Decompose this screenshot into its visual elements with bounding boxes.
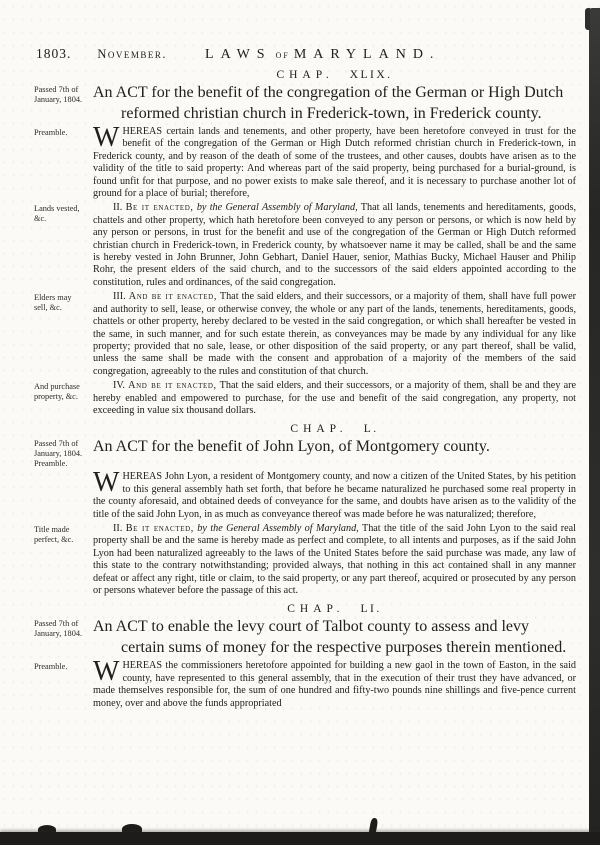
chapter-49-heading bbox=[93, 69, 576, 81]
section-2-ch49 bbox=[93, 202, 576, 289]
session-month: November. bbox=[97, 47, 168, 61]
section-2-body-ch50: That the title of the said John Lyon to the said real property shall be and the same is hereby made as perfect and complete, to all intents and purposes, as if the said John Lyon had been naturalized agreeably to the laws of the United States before the said purchase was made, any law of this state to the contrary notwithstanding; provided always, that nothing in this act contained shall in any manner defeat or affect any right, title or claim, to the said property, or any part thereof, acquired or prosecuted by any person or persons whatever before the passage of this act. bbox=[93, 522, 577, 596]
preamble-ch50 bbox=[93, 467, 576, 521]
margin-note-elders-may-sell-ch49: Elders may sell, &c. bbox=[34, 293, 72, 313]
dropcap-w-ch51: W bbox=[93, 656, 120, 688]
act-49-section-3-row bbox=[0, 289, 600, 378]
act-50-title-row bbox=[0, 435, 600, 469]
section-3-body-ch49: That the said elders, and their successors, or a majority of them, shall have full power and authority to sell, lease, or otherwise convey, the whole or any part of the lands, tenements, hereditaments, goods, chattels or other property, hereby declared to be vested in the said congregation, or which shall hereafter be vested in the same, in such manner, and for such estate therein, as conveyances may be made by any individual for any like property; provided that no sale, lease, or other disposition of the said property, or any part thereof, shall be valid, unless the same shall be made with the consent and approbation of a majority of the members of the said congregation, agreeably to the rules and constitution of that church. bbox=[93, 291, 576, 377]
dropcap-w-ch50: W bbox=[93, 467, 120, 499]
section-2-number-ch50: II. bbox=[113, 522, 123, 534]
section-2-assembly-clause-ch49: by the General Assembly of Maryland, bbox=[196, 202, 358, 214]
section-4-body-ch49: That the said elders, and their successors, or a majority of them, shall be and they are hereby enabled and empowered to purchase, for the use and benefit of the said congregation, any property, not exceeding in value six thousand dollars. bbox=[93, 380, 577, 416]
section-2-assembly-clause-ch50: by the General Assembly of Maryland, bbox=[197, 522, 359, 534]
section-2-ch50 bbox=[93, 523, 576, 597]
margin-note-title-made-perfect-ch50: Title made perfect, &c. bbox=[34, 524, 74, 544]
running-header bbox=[0, 0, 600, 63]
section-3-ch49 bbox=[93, 291, 576, 378]
book-gutter-shadow bbox=[589, 8, 600, 835]
margin-note-passed-ch50: Passed 7th of January, 1804. Preamble. bbox=[34, 439, 83, 469]
book-edge-shadow bbox=[0, 832, 600, 845]
act-title-ch51: An ACT to enable the levy court of Talbot county to assess and levy certain sums of money for the respective purposes therein mentioned. bbox=[93, 618, 567, 657]
act-49-section-2-row bbox=[0, 200, 600, 289]
margin-note-and-purchase-ch49: And purchase property, &c. bbox=[34, 382, 80, 402]
act-50-section-2-row bbox=[0, 521, 600, 597]
margin-note-preamble-ch49: Preamble. bbox=[34, 128, 68, 137]
section-2-enacting-clause-ch49: Be it enacted, bbox=[125, 202, 194, 214]
act-49-preamble-row bbox=[0, 124, 600, 200]
session-year: 1803. bbox=[36, 46, 72, 61]
running-title-of: of bbox=[275, 49, 290, 61]
section-4-ch49 bbox=[93, 380, 576, 417]
section-3-number-ch49: III. bbox=[113, 291, 126, 303]
chapter-49-number: XLIX. bbox=[349, 69, 393, 81]
preamble-text-ch51: HEREAS the commissioners heretofore appointed for building a new gaol in the town of Easton, in the said county, have represented to this general assembly, that in the execution of their trust they have advanced, or made themselves responsible for, the sum of one hundred and fifty-two pounds nine shillings and five-pence current money, over and above the funds appropriated bbox=[93, 660, 576, 709]
preamble-text-ch50: HEREAS John Lyon, a resident of Montgomery county, and now a citizen of the United States, by his petition to this general assembly hath set forth, that before he became naturalized he purchased some real property in the county aforesaid, and obtained deeds of conveyance for the same, and doubts have arisen as to the validity of the title of the said John Lyon, in as much as conveyance thereof was made before he was naturalized; therefore, bbox=[93, 471, 576, 520]
margin-note-passed-ch51: Passed 7th of January, 1804. bbox=[34, 619, 83, 639]
act-title-ch50: An ACT for the benefit of John Lyon, of Montgomery county. bbox=[93, 438, 490, 456]
section-4-number-ch49: IV. bbox=[113, 380, 125, 392]
chapter-50-heading bbox=[93, 423, 576, 435]
chapter-50-number: L. bbox=[363, 423, 379, 436]
preamble-text-ch49: HEREAS certain lands and tenements, and other property, have been heretofore conveyed in trust for the benefit of the congregation of the German or High Dutch reformed christian church in Frederick-town, in Frederick county, and by reason of the death of some of the trustees, and other causes, doubts have arisen as to the validity of the title to said property: And whereas part of the said property, being purchased for a burial-ground, is found unfit for that purpose, and no power exists to make sale thereof, and it is necessary to purchase another lot of ground for a place of burial; therefore, bbox=[93, 126, 576, 200]
chapter-51-number: LI. bbox=[360, 603, 382, 616]
running-title bbox=[205, 47, 440, 62]
dropcap-w-ch49: W bbox=[93, 122, 120, 153]
section-2-enacting-clause-ch50: Be it enacted, bbox=[125, 522, 194, 534]
running-title-laws: LAWS bbox=[205, 47, 272, 62]
act-51-preamble-row bbox=[0, 658, 600, 710]
section-2-number-ch49: II. bbox=[113, 202, 123, 214]
section-3-enacting-clause-ch49: And be it enacted, bbox=[128, 291, 217, 303]
preamble-ch49 bbox=[93, 122, 576, 200]
act-49-title-row bbox=[0, 81, 600, 124]
act-50-preamble-row bbox=[0, 469, 600, 521]
chapter-51-label: CHAP. bbox=[287, 603, 345, 616]
margin-spacer-ch50 bbox=[0, 469, 93, 473]
act-51-title-row bbox=[0, 615, 600, 658]
running-title-maryland: MARYLAND. bbox=[293, 47, 441, 62]
act-49-section-4-row bbox=[0, 378, 600, 417]
section-4-enacting-clause-ch49: And be it enacted, bbox=[128, 380, 217, 392]
chapter-50-label: CHAP. bbox=[290, 423, 348, 436]
margin-note-lands-vested-ch49: Lands vested, &c. bbox=[34, 204, 80, 224]
chapter-51-heading bbox=[93, 603, 576, 615]
chapter-49-label: CHAP. bbox=[276, 69, 334, 81]
preamble-ch51 bbox=[93, 656, 576, 710]
section-2-body-ch49: That all lands, tenements and hereditaments, goods, chattels and other property, which hath heretofore been conveyed to any person or persons, or which is now held by any person or persons, in trust for the benefit and use of the congregation of the German or High Dutch reformed christian church in Frederick-town, in Frederick county, by whatsoever name it may be called, shall be and the same is hereby vested in John Brunner, John Gebhart, Daniel Hauer, senior, Mathias Bucky, Michael Hauser and Philip Rohr, the present elders of the said church, and to the successors of the said elders appointed according to the constitution, rules and ordinances, of the said congregation. bbox=[93, 202, 576, 288]
act-title-ch49: An ACT for the benefit of the congregation of the German or High Dutch reformed christian church in Frederick-town, in Frederick county. bbox=[93, 84, 564, 122]
margin-note-preamble-ch51: Preamble. bbox=[34, 662, 68, 672]
margin-note-passed-ch49: Passed 7th of January, 1804. bbox=[34, 85, 83, 104]
